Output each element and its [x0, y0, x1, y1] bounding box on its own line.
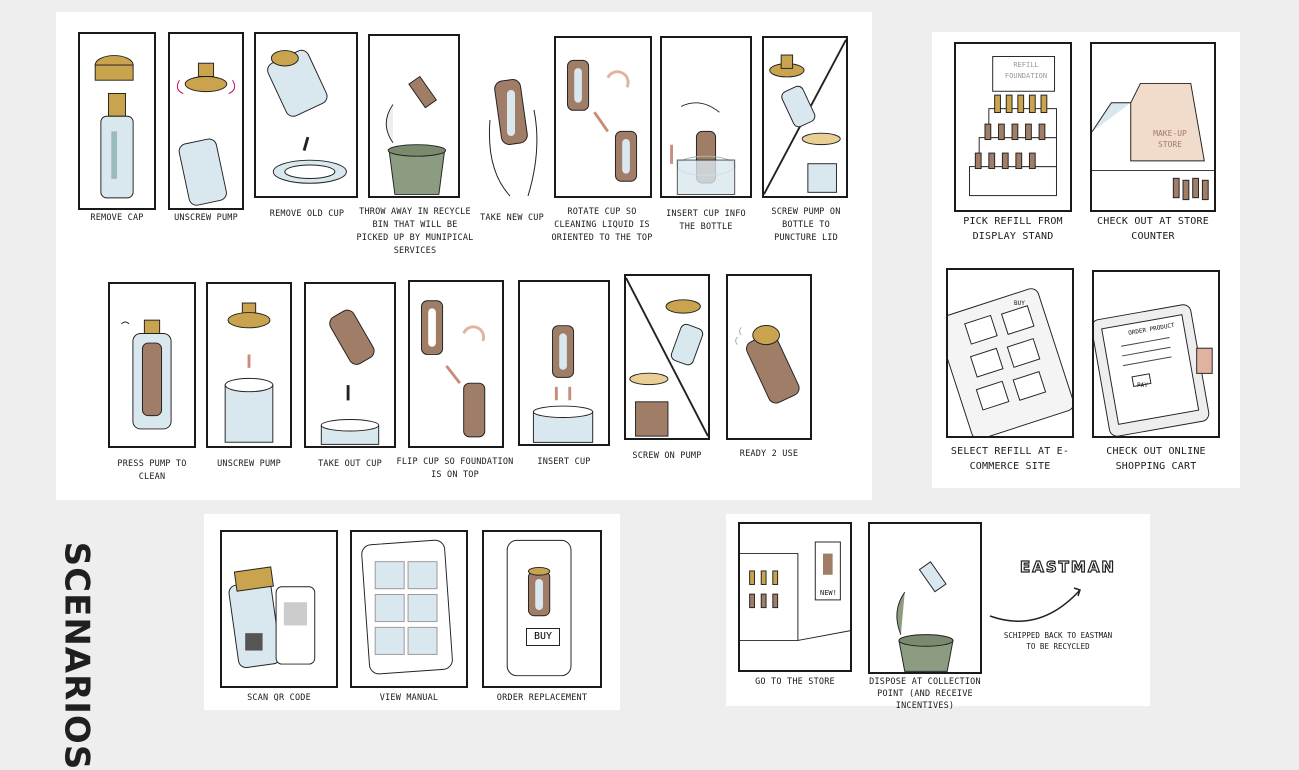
caption-store-counter: CHECK OUT AT STORE COUNTER	[1097, 216, 1209, 242]
frame-go-to-store	[738, 522, 852, 672]
caption-screw-on-pump: SCREW ON PUMP	[632, 451, 702, 461]
caption-unscrew-pump-1: UNSCREW PUMP	[174, 213, 238, 223]
frame-store-counter	[1090, 42, 1216, 212]
frame-insert-cup-bottle	[660, 36, 752, 198]
eastman-logo: EASTMAN	[1020, 558, 1116, 576]
caption-go-to-store: GO TO THE STORE	[755, 677, 835, 687]
caption-order-replacement: ORDER REPLACEMENT	[496, 693, 588, 703]
refill-sign-text: REFILL FOUNDATION	[1004, 61, 1048, 80]
caption-flip-cup: FLIP CUP SO FOUNDATION IS ON TOP	[396, 457, 514, 480]
frame-unscrew-pump-1	[168, 32, 244, 210]
caption-screw-pump-puncture: SCREW PUMP ON BOTTLE TO PUNCTURE LID	[771, 207, 841, 243]
frame-throw-away	[368, 34, 460, 198]
digital-panel	[204, 514, 620, 710]
caption-ecommerce: SELECT REFILL AT E-COMMERCE SITE	[950, 446, 1070, 472]
caption-take-out-cup: TAKE OUT CUP	[318, 459, 382, 469]
bag-text: MAKE-UP STORE	[1153, 129, 1187, 149]
frame-display-stand	[954, 42, 1072, 212]
frame-scan-qr	[220, 530, 338, 688]
caption-scan-qr: SCAN QR CODE	[247, 693, 311, 703]
caption-online-cart: CHECK OUT ONLINE SHOPPING CART	[1106, 446, 1206, 472]
frame-screw-pump-puncture	[762, 36, 848, 198]
frame-take-out-cup	[304, 282, 396, 448]
frame-flip-cup	[408, 280, 504, 448]
frame-rotate-cup	[554, 36, 652, 198]
frame-unscrew-pump-2	[206, 282, 292, 448]
buy-button[interactable]: BUY	[526, 628, 560, 646]
caption-take-new-cup: TAKE NEW CUP	[480, 213, 544, 223]
caption-rotate-cup: ROTATE CUP SO CLEANING LIQUID IS ORIENTED TO THE TOP	[551, 207, 653, 243]
caption-remove-cap: REMOVE CAP	[90, 213, 144, 223]
caption-remove-old-cup: REMOVE OLD CUP	[269, 209, 345, 219]
caption-insert-cup-bottle: INSERT CUP INFO THE BOTTLE	[666, 209, 746, 232]
order-product-text: ORDER PRODUCT	[1127, 321, 1176, 338]
caption-throw-away: THROW AWAY IN RECYCLE BIN THAT WILL BE PICKED UP BY MUNIPICAL SERVICES	[356, 207, 474, 256]
caption-ready-to-use: READY 2 USE	[739, 449, 799, 459]
purchase-panel	[932, 32, 1240, 488]
usage-storyboard-panel	[56, 12, 872, 500]
caption-view-manual: VIEW MANUAL	[379, 693, 439, 703]
frame-remove-old-cup	[254, 32, 358, 198]
frame-ecommerce	[946, 268, 1074, 438]
frame-ready-to-use	[726, 274, 812, 440]
caption-dispose: DISPOSE AT COLLECTION POINT (AND RECEIVE INCENTIVES)	[869, 677, 981, 711]
frame-online-cart	[1092, 270, 1220, 438]
frame-remove-cap	[78, 32, 156, 210]
frame-dispose	[868, 522, 982, 674]
recycle-arrow	[988, 582, 1088, 626]
frame-screw-on-pump	[624, 274, 710, 440]
caption-insert-cup: INSERT CUP	[537, 457, 591, 467]
frame-order-replacement	[482, 530, 602, 688]
buy-tag: BUY	[1014, 300, 1025, 307]
pay-text: PAY	[1137, 382, 1148, 389]
frame-view-manual	[350, 530, 468, 688]
scenarios-title: SCENARIOS	[56, 541, 97, 770]
caption-press-pump: PRESS PUMP TO CLEAN	[117, 459, 187, 482]
frame-press-pump	[108, 282, 196, 448]
shipped-note: SCHIPPED BACK TO EASTMAN TO BE RECYCLED	[1003, 631, 1113, 651]
caption-display-stand: PICK REFILL FROM DISPLAY STAND	[963, 216, 1063, 242]
frame-insert-cup	[518, 280, 610, 446]
caption-unscrew-pump-2: UNSCREW PUMP	[217, 459, 281, 469]
new-sign-text: NEW!	[820, 589, 837, 597]
recycle-panel	[726, 514, 1150, 711]
frame-take-new-cup	[474, 40, 552, 200]
